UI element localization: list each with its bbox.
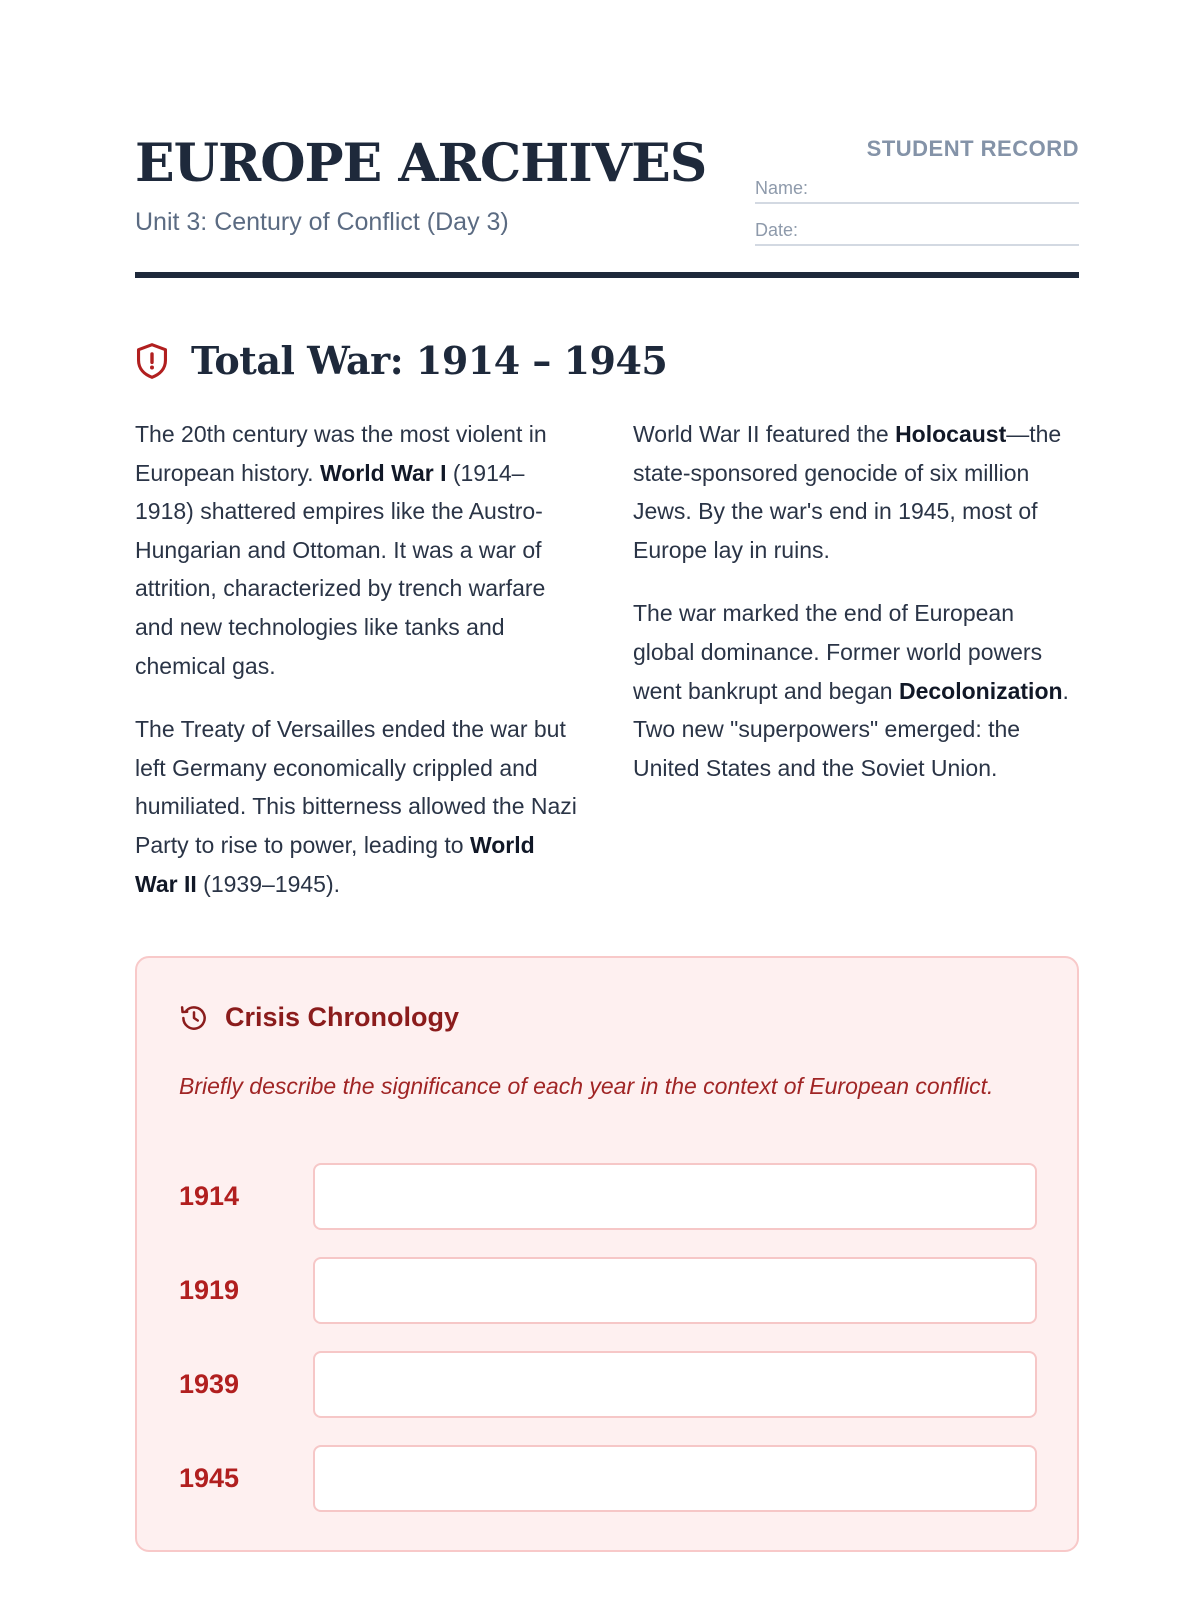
worksheet-page: [135, 130, 1079, 1493]
paragraph-holocaust: [633, 415, 1079, 569]
worksheet-header: [135, 130, 1079, 278]
answer-input-1914[interactable]: [313, 1163, 1037, 1230]
date-field[interactable]: [755, 216, 1079, 246]
paragraph-ww1: [135, 415, 581, 685]
date-label: Date:: [755, 220, 799, 240]
page-title: EUROPE ARCHIVES: [135, 133, 707, 194]
paragraph-decolonization: [633, 594, 1079, 787]
student-record-label: STUDENT RECORD: [866, 136, 1079, 161]
text-run: The war marked the end of European global dominance. Former world powers went bankrupt and began: [633, 600, 1043, 704]
answer-input-1939[interactable]: [313, 1351, 1037, 1418]
section-title: Total War: 1914 – 1945: [191, 338, 668, 383]
term-decolonization: Decolonization: [898, 677, 1063, 704]
student-record: [755, 130, 1079, 246]
answer-input-1919[interactable]: [313, 1257, 1037, 1324]
chronology-rows: [179, 1163, 1037, 1539]
text-run: . Two new "superpowers" emerged: the United States and the Soviet Union.: [633, 677, 1069, 781]
year-label: 1914: [179, 1181, 240, 1211]
text-run: The 20th century was the most violent in European history.: [135, 421, 547, 486]
text-run: (1914–1918) shattered empires like the Austro-Hungarian and Ottoman. It was a war of attrition, characterized by trench warfare and new technologies like tanks and chemical gas.: [135, 459, 546, 679]
paragraph-versailles: [135, 710, 581, 903]
name-field[interactable]: [755, 174, 1079, 204]
crisis-chronology-panel: [135, 956, 1079, 1552]
chronology-row: [179, 1445, 1037, 1512]
year-label: 1945: [179, 1463, 240, 1493]
term-world-war-2: World War II: [135, 831, 535, 897]
page-subtitle: Unit 3: Century of Conflict (Day 3): [135, 208, 509, 236]
text-run: —the state-sponsored genocide of six million Jews. By the war's end in 1945, most of Europe lay in ruins.: [633, 421, 1062, 563]
history-icon: [179, 1003, 209, 1033]
chronology-row: [179, 1163, 1037, 1230]
right-column: [633, 415, 1079, 928]
reading-columns: [135, 415, 1079, 928]
crisis-instructions: Briefly describe the significance of each year in the context of European conflict.: [179, 1073, 994, 1099]
chronology-row: [179, 1351, 1037, 1418]
text-run: World War II featured the: [633, 421, 896, 447]
section-heading: [135, 338, 667, 383]
year-label: 1919: [179, 1275, 240, 1305]
term-holocaust: Holocaust: [895, 421, 1007, 447]
crisis-heading: [179, 1002, 459, 1033]
text-run: (1939–1945).: [196, 870, 341, 897]
shield-alert-icon: [135, 342, 169, 380]
name-label: Name:: [755, 178, 809, 198]
chronology-row: [179, 1257, 1037, 1324]
left-column: [135, 415, 581, 928]
term-world-war-1: World War I: [319, 459, 447, 486]
crisis-title: Crisis Chronology: [225, 1002, 460, 1032]
answer-input-1945[interactable]: [313, 1445, 1037, 1512]
year-label: 1939: [179, 1369, 240, 1399]
text-run: The Treaty of Versailles ended the war but left Germany economically crippled and humiliated. This bitterness allowed the Nazi Party to rise to power, leading to: [135, 716, 577, 858]
